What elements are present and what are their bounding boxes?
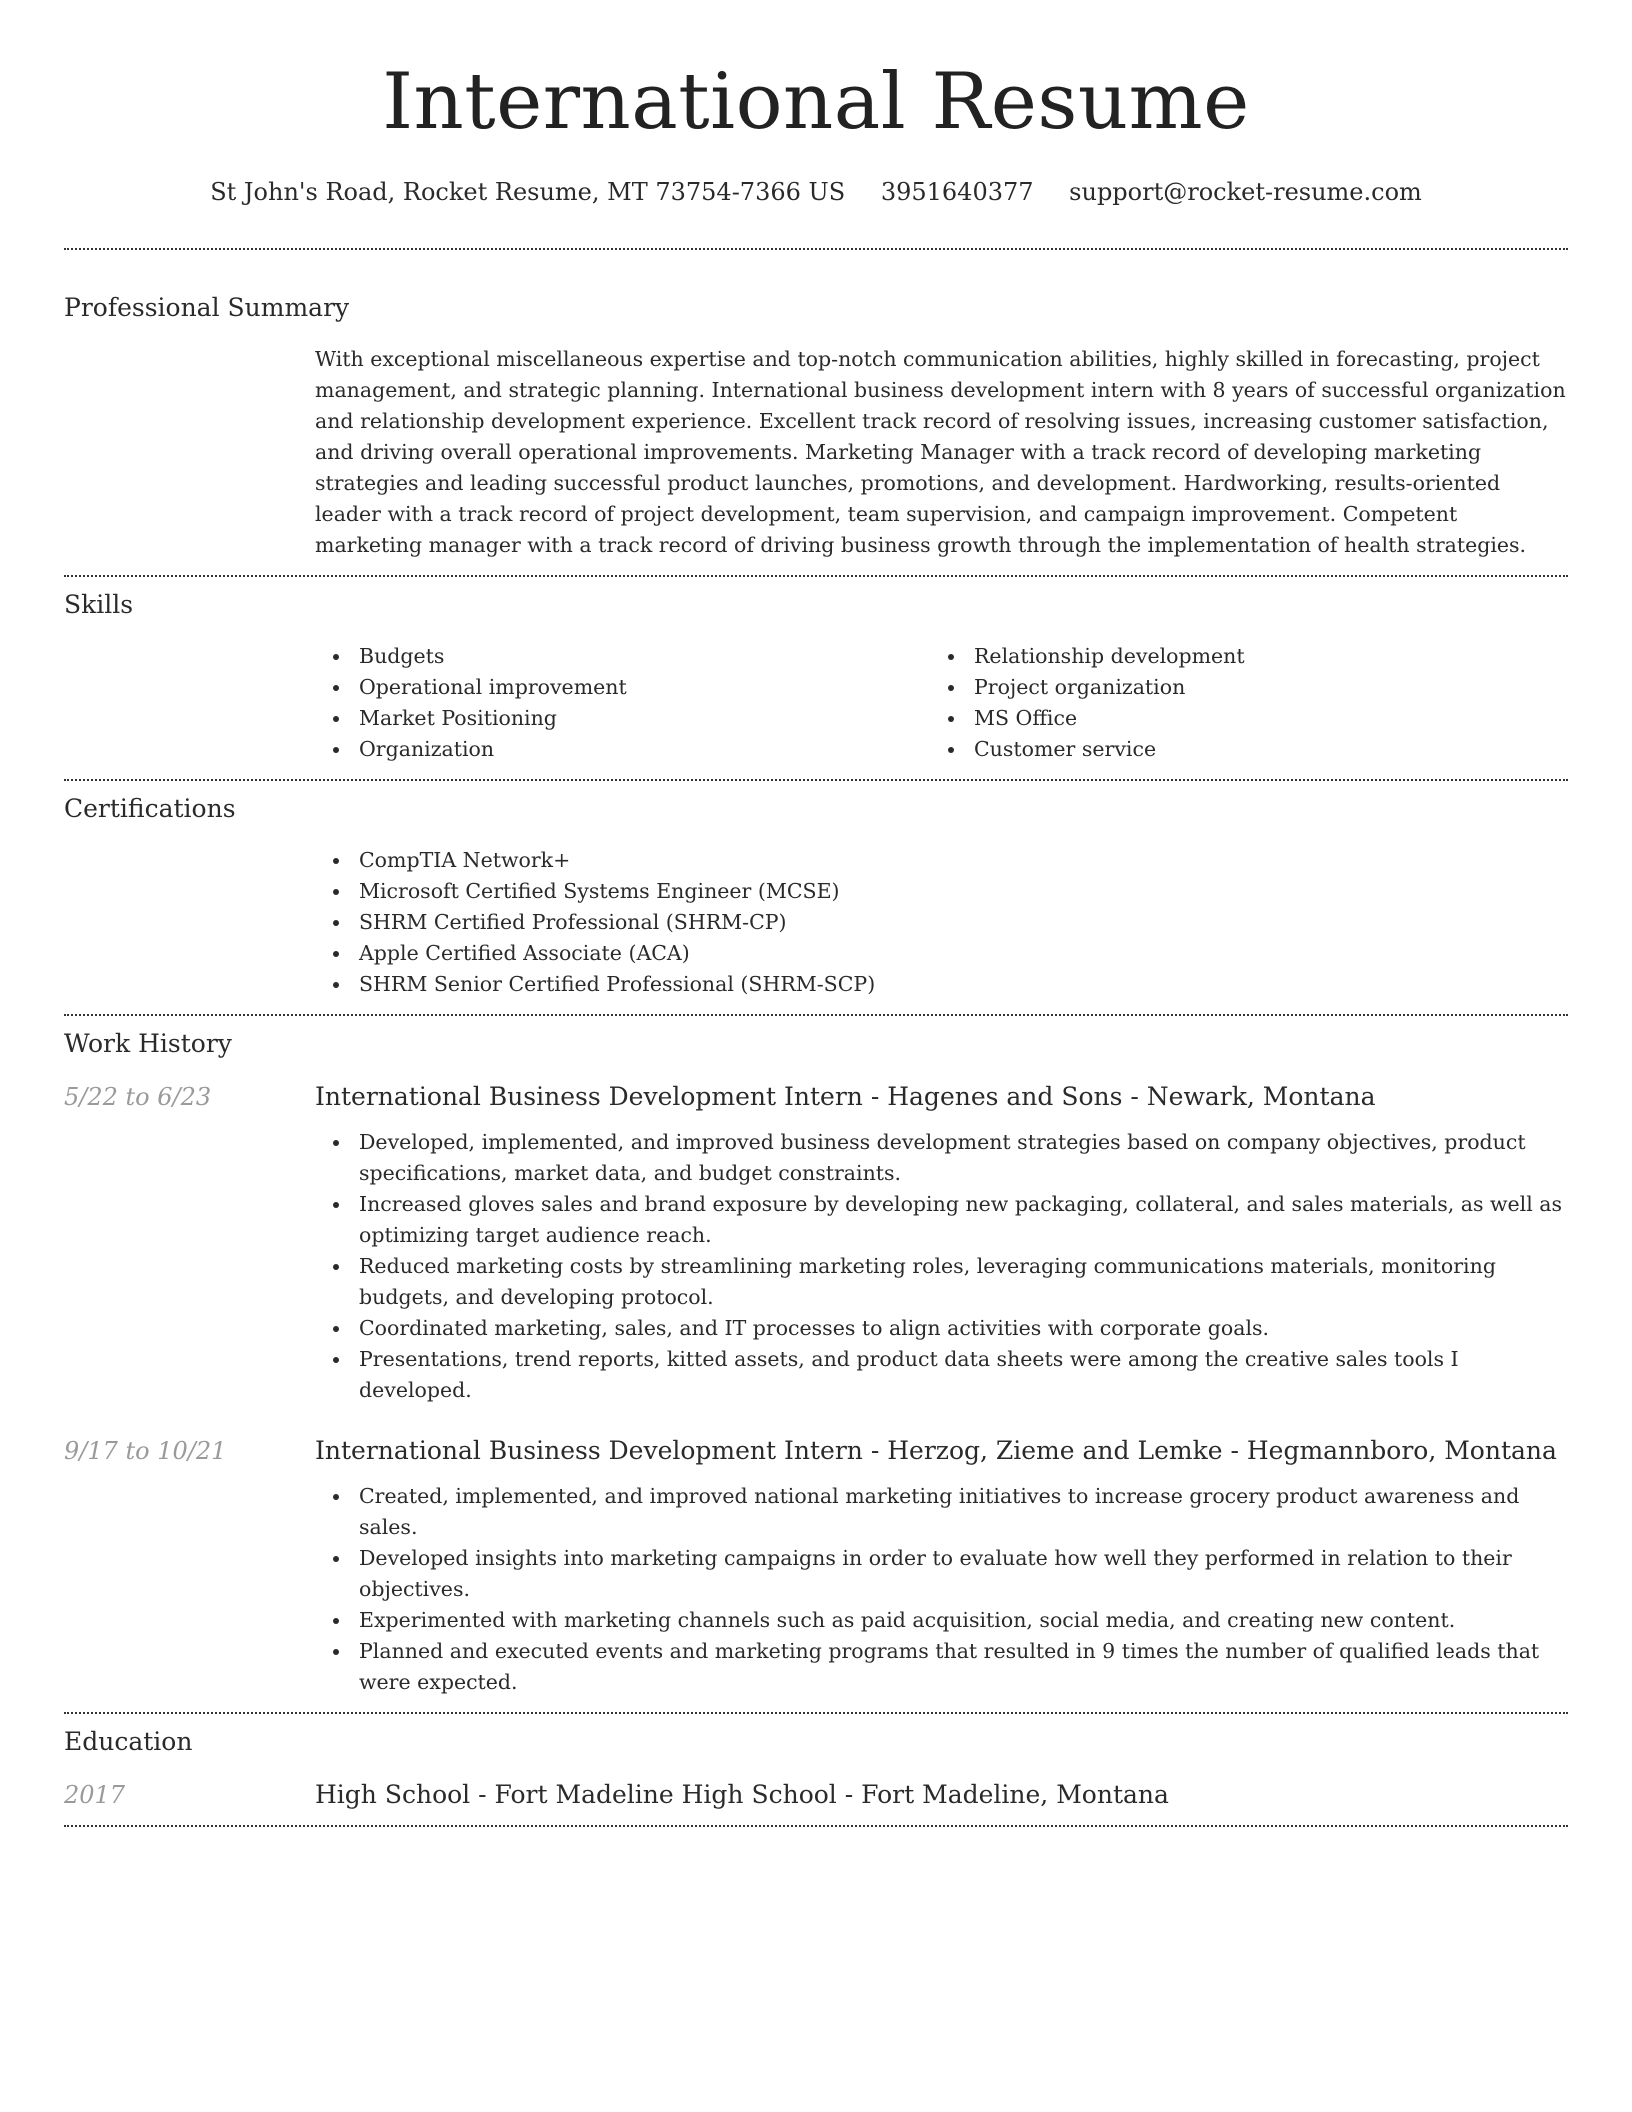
list-item: Coordinated marketing, sales, and IT processes to align activities with corporate goals. [315,1313,1568,1344]
section-title-work: Work History [64,1029,232,1058]
list-item: SHRM Certified Professional (SHRM-CP) [315,907,1568,938]
resume-page [64,0,1568,1827]
job-entry [64,1436,1568,1712]
education-section [64,1714,1568,1825]
skills-section [64,577,1568,779]
skills-column-left [315,641,930,765]
summary-section [64,250,1568,575]
education-year: 2017 [64,1781,126,1809]
section-title-education: Education [64,1727,193,1756]
list-item: Relationship development [930,641,1545,672]
list-item: Created, implemented, and improved national marketing initiatives to increase grocery product awareness and sales. [315,1481,1568,1543]
contact-phone: 3951640377 [880,178,1034,206]
list-item: Microsoft Certified Systems Engineer (MCSE) [315,876,1568,907]
list-item: Project organization [930,672,1545,703]
skills-column-right [930,641,1545,765]
section-title-skills: Skills [64,590,134,619]
job-dates: 5/22 to 6/23 [64,1083,212,1111]
job-heading: International Business Development Intern - Herzog, Zieme and Lemke - Hegmannboro, Montana [315,1436,1557,1465]
list-item: Customer service [930,734,1545,765]
resume-name: International Resume [382,57,1250,147]
list-item: Planned and executed events and marketing programs that resulted in 9 times the number of qualified leads that were expected. [315,1636,1568,1698]
list-item: Experimented with marketing channels such as paid acquisition, social media, and creating new content. [315,1605,1568,1636]
contact-line [64,174,1568,210]
summary-text: With exceptional miscellaneous expertise and top-notch communication abilities, highly skilled in forecasting, project management, and strategic planning. International business development intern with 8 years of successful organization and relationship development experience. Excellent track record of resolving issues, increasing customer satisfaction, and driving overall operational improvements. Marketing Manager with a track record of developing marketing strategies and leading successful product launches, promotions, and development. Hardworking, results-oriented leader with a track record of project development, team supervision, and campaign improvement. Competent marketing manager with a track record of driving business growth through the implementation of health strategies. [315,347,1566,557]
list-item: Presentations, trend reports, kitted assets, and product data sheets were among the creative sales tools I developed. [315,1344,1568,1406]
education-entry [64,1780,1568,1825]
list-item: Developed insights into marketing campaigns in order to evaluate how well they performed in relation to their objectives. [315,1543,1568,1605]
education-heading: High School - Fort Madeline High School - Fort Madeline, Montana [315,1780,1169,1809]
list-item: Operational improvement [315,672,930,703]
job-header [64,1082,1568,1111]
certifications-section [64,781,1568,1014]
contact-email: support@rocket-resume.com [1069,178,1422,206]
list-item: Market Positioning [315,703,930,734]
list-item: Reduced marketing costs by streamlining marketing roles, leveraging communications materials, monitoring budgets, and developing protocol. [315,1251,1568,1313]
list-item: Budgets [315,641,930,672]
list-item: Organization [315,734,930,765]
contact-address: St John's Road, Rocket Resume, MT 73754-7366 US [210,178,846,206]
list-item: SHRM Senior Certified Professional (SHRM-SCP) [315,969,1568,1000]
job-header [64,1436,1568,1465]
work-section [64,1016,1568,1712]
section-title-certifications: Certifications [64,794,236,823]
job-bullets [315,1481,1568,1712]
job-dates: 9/17 to 10/21 [64,1437,227,1465]
divider [64,1825,1568,1827]
section-title-summary: Professional Summary [64,293,350,322]
list-item: MS Office [930,703,1545,734]
certifications-list [315,845,1568,1014]
list-item: Developed, implemented, and improved business development strategies based on company objectives, product specifications, market data, and budget constraints. [315,1127,1568,1189]
list-item: CompTIA Network+ [315,845,1568,876]
list-item: Apple Certified Associate (ACA) [315,938,1568,969]
list-item: Increased gloves sales and brand exposure by developing new packaging, collateral, and sales materials, as well as optimizing target audience reach. [315,1189,1568,1251]
job-bullets [315,1127,1568,1406]
skills-list [315,641,1568,779]
job-entry [64,1082,1568,1406]
job-heading: International Business Development Intern - Hagenes and Sons - Newark, Montana [315,1082,1376,1111]
